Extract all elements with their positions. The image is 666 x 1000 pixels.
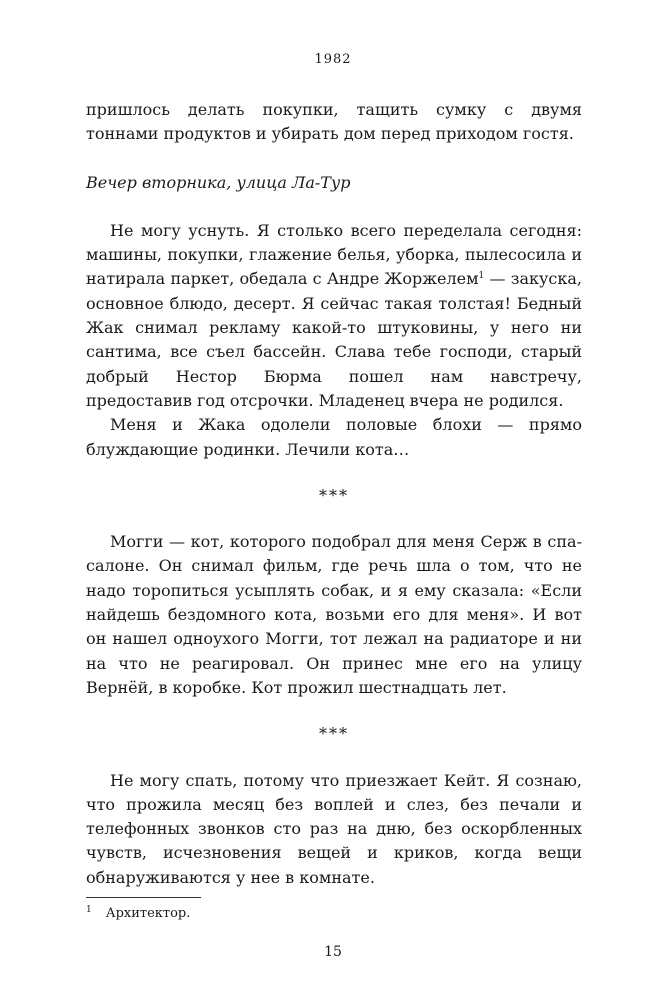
paragraph-text: — закуска, основное блюдо, десерт. Я сейчас такая толстая! Бедный Жак снимал рекламу какой-то штуковины, у него ни сантима, все съел бассейн. Слава тебе господи, старый добрый Нестор Бюрма пошел нам навстречу, предоставив год отсрочки. Младенец вчера не родился. bbox=[86, 269, 582, 410]
diary-entry-heading: Вечер вторника, улица Ла-Тур bbox=[86, 172, 351, 192]
running-head: 1982 bbox=[314, 52, 352, 67]
body-text bbox=[86, 98, 582, 890]
page-number: 15 bbox=[324, 944, 342, 960]
footnote bbox=[86, 905, 190, 921]
footnote-text: Архитектор. bbox=[105, 906, 191, 921]
section-divider: *** bbox=[319, 724, 349, 744]
footnote-number: 1 bbox=[86, 905, 92, 915]
paragraph-continuation: пришлось делать покупки, тащить сумку с двумя тоннами продуктов и убирать дом перед приходом гостя. bbox=[86, 100, 582, 144]
paragraph: Меня и Жака одолели половые блохи — прямо блуждающие родинки. Лечили кота… bbox=[86, 415, 582, 459]
paragraph-text: Не могу уснуть. Я столько всего переделала сегодня: машины, покупки, глажение белья, уборка, пылесосила и натирала паркет, обедала с Андре Жоржелем bbox=[86, 220, 582, 289]
paragraph: Не могу спать, потому что приезжает Кейт. Я сознаю, что прожила месяц без воплей и слез, без печали и телефонных звонков сто раз на дню, без оскорбленных чувств, исчезновения вещей и криков, когда вещи обнаруживаются у нее в комнате. bbox=[86, 770, 582, 887]
section-divider: *** bbox=[319, 485, 349, 505]
footnote-rule bbox=[86, 897, 201, 898]
paragraph bbox=[86, 219, 582, 413]
footnote-reference[interactable]: 1 bbox=[478, 271, 485, 282]
paragraph: Могги — кот, которого подобрал для меня Серж в спа-салоне. Он снимал фильм, где речь шла о том, что не надо торопиться усыплять собак, и я ему сказала: «Если найдешь бездомного кота, возьми его для меня». И вот он нашел одноухого Могги, тот лежал на радиаторе и ни на что не реагировал. Он принес мне его на улицу Вернёй, в коробке. Кот прожил шестнадцать лет. bbox=[86, 532, 582, 697]
